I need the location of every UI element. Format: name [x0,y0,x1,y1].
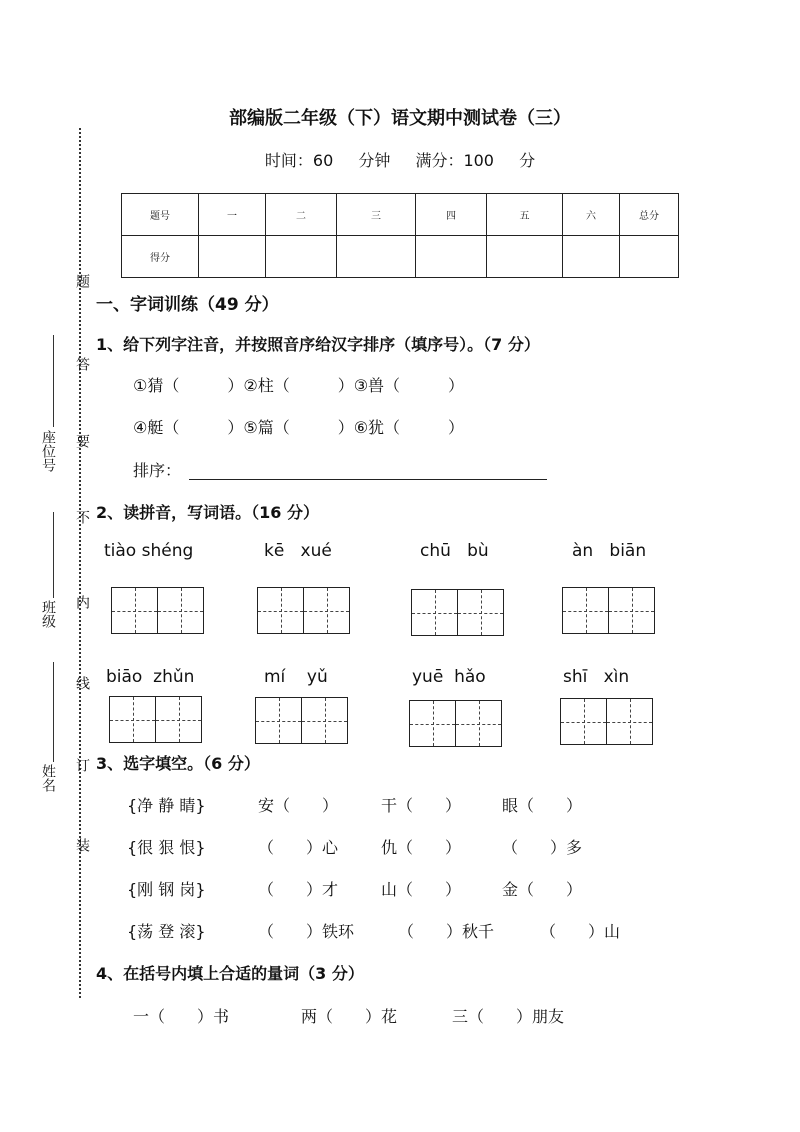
q3-blank[interactable]: 安（ ） [258,796,339,815]
question-4-prompt: 4、在括号内填上合适的量词（3 分） [96,964,364,983]
binding-char: 装 [74,838,90,852]
binding-char: 答 [74,357,90,371]
q3-char-group: {刚 钢 岗} [127,880,206,899]
class-line[interactable] [53,512,54,598]
score-cell[interactable] [563,236,620,278]
q1-row-1[interactable]: ①猜（ ）②柱（ ）③兽（ ） [133,376,465,395]
table-col-2: 二 [266,194,337,236]
seat-number-label: 座位号 [40,430,56,472]
question-3-prompt: 3、选字填空。（6 分） [96,754,260,773]
q4-blank[interactable]: 两（ ）花 [301,1007,398,1026]
seat-number-line[interactable] [53,335,54,427]
table-col-6: 六 [563,194,620,236]
q3-blank[interactable]: 金（ ） [502,880,583,899]
writing-grid[interactable] [409,700,502,747]
pinyin-label: mí yǔ [264,667,328,687]
pinyin-label: tiào shéng [104,541,194,561]
binding-char: 线 [74,676,90,690]
binding-char: 要 [74,434,90,448]
q3-blank[interactable]: 仇（ ） [381,838,462,857]
exam-info: 时间：60 分钟 满分：100 分 [264,151,536,170]
score-table-score-row [122,236,679,278]
pinyin-label: chū bù [420,541,489,561]
writing-grid[interactable] [560,698,653,745]
name-line[interactable] [53,662,54,762]
pinyin-label: biāo zhǔn [106,667,195,687]
q3-blank[interactable]: （ ）才 [258,880,339,899]
q1-sort-answer-line[interactable] [189,479,547,480]
table-col-5: 五 [487,194,563,236]
q3-blank[interactable]: （ ）秋千 [398,922,495,941]
binding-char: 订 [74,758,90,772]
page-title: 部编版二年级（下）语文期中测试卷（三） [229,108,571,129]
pinyin-label: shī xìn [563,667,630,687]
writing-grid[interactable] [255,697,348,744]
pinyin-label: àn biān [572,541,647,561]
q3-blank[interactable]: （ ）多 [502,838,583,857]
pinyin-label: yuē hǎo [412,667,486,687]
score-cell[interactable] [487,236,563,278]
score-cell[interactable] [337,236,416,278]
score-table-header-row [122,194,679,236]
table-col-1: 一 [199,194,266,236]
pinyin-label: kē xué [264,541,332,561]
q3-char-group: {很 狠 恨} [127,838,206,857]
q3-blank[interactable]: 山（ ） [381,880,462,899]
binding-dotted-line [79,128,81,998]
score-cell[interactable] [199,236,266,278]
writing-grid[interactable] [257,587,350,634]
binding-char: 内 [74,595,90,609]
table-col-total: 总分 [620,194,679,236]
score-cell[interactable] [416,236,487,278]
q3-blank[interactable]: 眼（ ） [502,796,583,815]
table-score-label: 得分 [122,236,199,278]
writing-grid[interactable] [111,587,204,634]
score-cell[interactable] [266,236,337,278]
table-header-label: 题号 [122,194,199,236]
score-cell[interactable] [620,236,679,278]
q4-blank[interactable]: 三（ ）朋友 [452,1007,565,1026]
section-heading: 一、字词训练（49 分） [96,295,279,315]
q1-row-2[interactable]: ④艇（ ）⑤篇（ ）⑥犹（ ） [133,418,465,437]
question-1-prompt: 1、给下列字注音，并按照音序给汉字排序（填序号）。（7 分） [96,335,540,354]
binding-char: 不 [74,510,90,524]
q3-blank[interactable]: （ ）铁环 [258,922,355,941]
q3-blank[interactable]: （ ）山 [540,922,621,941]
name-label: 姓名 [40,764,56,792]
q3-char-group: {净 静 睛} [127,796,206,815]
table-col-3: 三 [337,194,416,236]
q3-blank[interactable]: 干（ ） [381,796,462,815]
binding-char: 题 [74,274,90,288]
q1-sort-label: 排序： [133,461,182,480]
q4-blank[interactable]: 一（ ）书 [133,1007,230,1026]
writing-grid[interactable] [109,696,202,743]
q3-char-group: {荡 登 滚} [127,922,206,941]
writing-grid[interactable] [411,589,504,636]
table-col-4: 四 [416,194,487,236]
class-label: 班级 [40,600,56,628]
score-table [121,193,679,278]
question-2-prompt: 2、读拼音，写词语。（16 分） [96,503,319,522]
writing-grid[interactable] [562,587,655,634]
q3-blank[interactable]: （ ）心 [258,838,339,857]
